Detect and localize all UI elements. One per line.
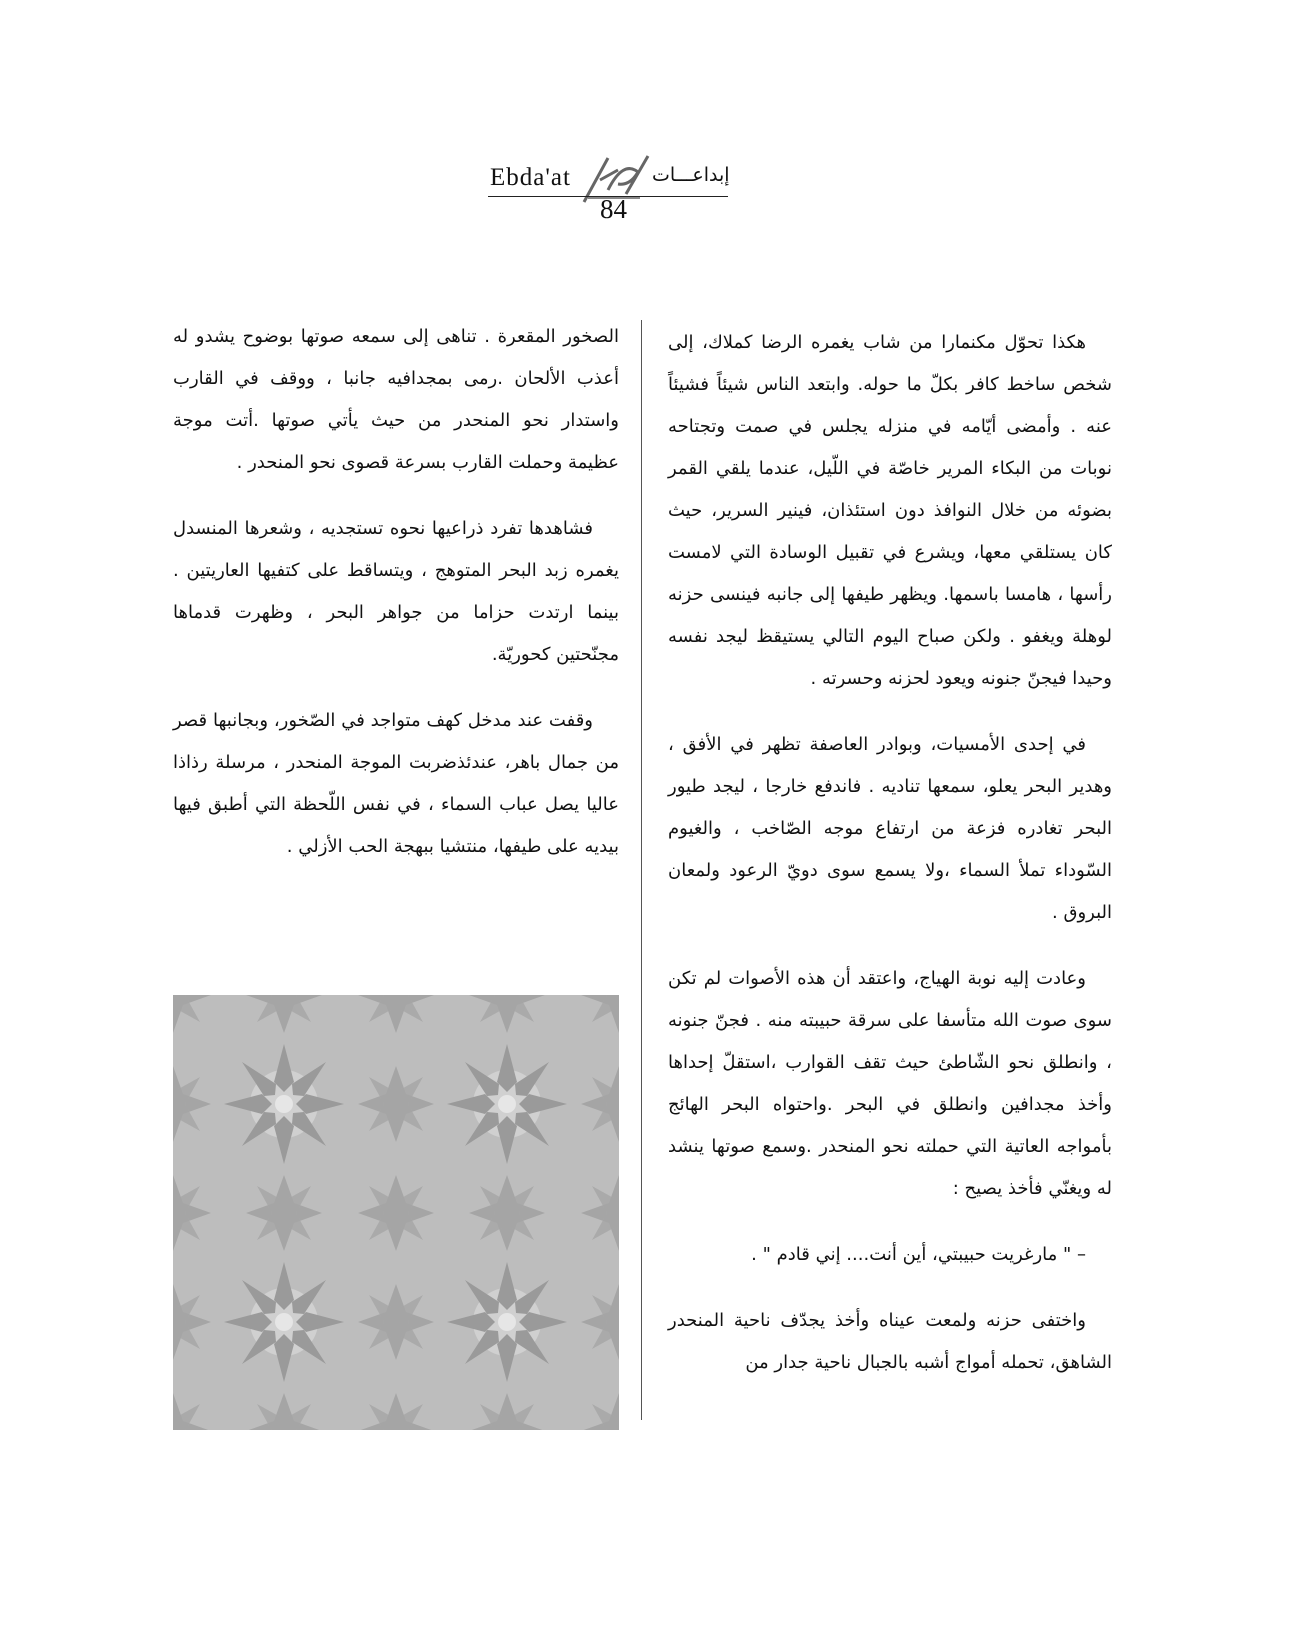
paragraph: وقفت عند مدخل كهف متواجد في الصّخور، وبجانبها قصر من جمال باهر، عندئذضربت الموجة المنحدر ، مرسلة رذاذا عاليا يصل عباب السماء ، في نفس اللّحظة التي أطبق فيها بيديه على طيفها، منتشيا ببهجة الحب الأزلي .	[173, 710, 619, 857]
arabesque-tile-pattern	[173, 995, 619, 1430]
paragraph: فشاهدها تفرد ذراعيها نحوه تستجديه ، وشعرها المنسدل يغمره زبد البحر المتوهج ، ويتساقط على كتفيها العاريتين . بينما ارتدت حزاما من جواهر البحر ، وظهرت قدماها مجنّحتين كحوريّة.	[173, 518, 619, 665]
left-column	[173, 316, 619, 892]
paragraph: في إحدى الأمسيات، وبوادر العاصفة تظهر في الأفق ، وهدير البحر يعلو، سمعها تناديه . فاندفع خارجا ، ليجد طيور البحر تغادره فزعة من ارتفاع موجه الصّاخب ، والغيوم السّوداء تملأ السماء ،ولا يسمع سوى دويّ الرعود ولمعان البروق .	[668, 734, 1112, 923]
geometric-pattern-image	[173, 995, 619, 1430]
right-column	[668, 322, 1112, 1408]
column-divider	[641, 320, 642, 1420]
paragraph: واختفى حزنه ولمعت عيناه وأخذ يجدّف ناحية المنحدر الشاهق، تحمله أمواج أشبه بالجبال ناحية جدار من	[668, 1310, 1112, 1373]
latin-title: Ebda'at	[490, 164, 571, 191]
arabic-title: إبداعـــات	[652, 164, 730, 186]
paragraph: هكذا تحوّل مكنمارا من شاب يغمره الرضا كملاك، إلى شخص ساخط كافر بكلّ ما حوله. وابتعد الناس شيئاً فشيئاً عنه . وأمضى أيّامه في منزله يجلس في صمت وتجتاحه نوبات من البكاء المرير خاصّة في اللّيل، عندما يلقي القمر بضوئه من خلال النوافذ دون استئذان، فينير السرير، حيث كان يستلقي معها، ويشرع في تقبيل الوسادة التي لامست رأسها ، هامسا باسمها. ويظهر طيفها إلى جانبه فينسى حزنه لوهلة ويغفو . ولكن صباح اليوم التالي يستيقظ ليجد نفسه وحيدا فيجنّ جنونه ويعود لحزنه وحسرته .	[668, 332, 1112, 689]
page-number: 84	[600, 194, 627, 224]
paragraph: وعادت إليه نوبة الهياج، واعتقد أن هذه الأصوات لم تكن سوى صوت الله متأسفا على سرقة حبيبته منه . فجنّ جنونه ، وانطلق نحو الشّاطئ حيث تقف القوارب ،استقلّ إحداها وأخذ مجدافين وانطلق في البحر .واحتواه البحر الهائج بأمواجه العاتية التي حملته نحو المنحدر .وسمع صوتها ينشد له ويغنّي فأخذ يصيح :	[668, 968, 1112, 1199]
paragraph: الصخور المقعرة . تناهى إلى سمعه صوتها بوضوح يشدو له أعذب الألحان .رمى بمجدافيه جانبا ، ووقف في القارب واستدار نحو المنحدر من حيث يأتي صوتها .أتت موجة عظيمة وحملت القارب بسرعة قصوى نحو المنحدر .	[173, 326, 619, 473]
dialogue-line: – " مارغريت حبيبتي، أين أنت.... إني قادم " .	[751, 1244, 1086, 1265]
page-header	[0, 150, 1292, 230]
